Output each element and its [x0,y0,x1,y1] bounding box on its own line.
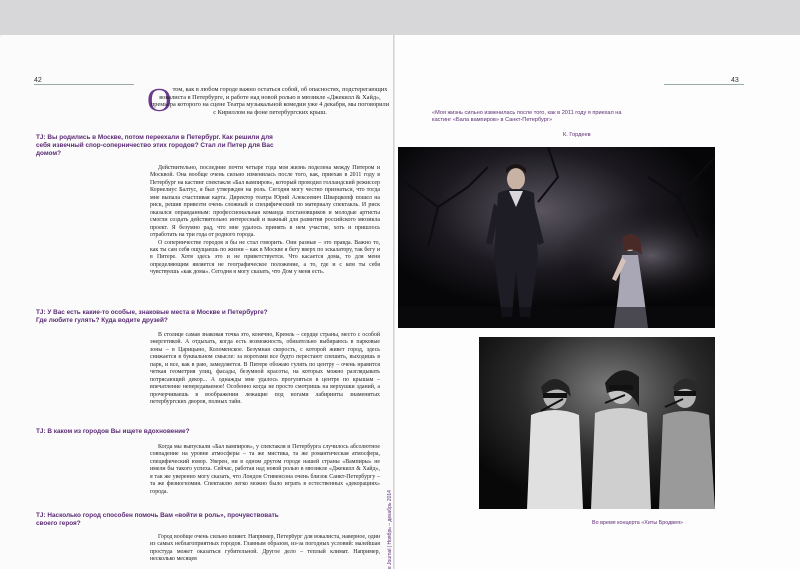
concert-photo-caption: Во время концерта «Хиты Бродвея» [592,520,684,526]
right-page-number: 43 [731,77,739,84]
answer-3 [150,444,380,496]
question-4: ТJ: Насколько город способен помочь Вам «войти в роль», прочувствовать своего героя? [36,512,279,528]
intro-paragraph: том, как в любом городе важно остаться собой, об опасностях, подстерегающих вокалиста в Петербурге, и работе над новой ролью в мюзикле «Джекилл & Хайд», премьера которого на сцене Театра музыкальной комедии уже 4 декабря, мы поговорили с Кириллом на фоне петербургских крыш. [150,86,390,116]
answer-2 [150,332,380,407]
answer-1-paragraph-2: О соперничестве городов я бы не стал говорить. Они разные – это правда. Важно то, как ты сам себя ощущаешь по жизни – как в Москве я бегу вверх по эскалатору, так бегу и в Питере. Хотя здесь это и не приветствуется. Что касается дома, то для меня определяющим является не географическое положение, а то, где и с кем ты себя чувствуешь «как дома». Сегодня я могу сказать, что Дом у меня есть. [150,239,380,276]
issue-sidebar [387,470,395,569]
pull-quote: «Моя жизнь сильно изменилась после того, как в 2011 году я приехал на кастинг «Бала вампиров» в Санкт-Петербург» [432,110,622,123]
left-page-number: 42 [34,77,42,84]
right-header-rule [664,84,744,85]
answer-4-paragraph-1: Город вообще очень сильно влияет. Например, Петербург для вокалиста, наверное, один из самых неблагоприятных городов. Главным образом, из-за погодных условий: малейшая простуда может оказаться губительной. Другое дело – теплый климат. Например, несколько месяцев [150,534,380,563]
answer-3-paragraph-1: Когда мы выпускали «Бал вампиров», у спектакля и Петербурга случилось абсолютное совпадение на уровне атмосферы – та же мистика, та же романтическая атмосфера, специфический юмор. Уверен, ни в одном другом городе нашей страны «Вампиры» не имели бы такого успеха. Сейчас, работая над новой ролью в мюзикле «Джекилл & Хайд», я так же уверенно могу сказать, что Лондон Стивенсона очень близок Санкт-Петербургу – та же физиогномия. Спектаклю легко можно было играть в естественных «декорациях» города. [150,444,380,495]
answer-2-paragraph-1: В столице самая знаковая точка это, конечно, Кремль – сердце страны, место с особой энергетикой. А отдыхать, когда есть возможность, обязательно выбираюсь в парковые зоны – в Царицыно, Коломенское. Безумная скорость, с которой живет город, здесь снижается в буквальном смысле: за воротами все будто перестают спешить, выходишь в парк, и все, как в раю, замедляется. В Питере обожаю гулять по центру – очень нравится четкая геометрия улиц, фасады, безумной красоты, на которых можно разглядывать потрясающий декор... А однажды мне удалось прогуляться в центре по крышам – впечатление непередаваемое! Особенно когда не просто смотришь на верхушки зданий, а прочерчиваешь в воображении лежащие под ногами лабиринты знаменитых петербургских дворов, полных тайн. [150,332,380,406]
answer-1-paragraph-1: Действительно, последние почти четыре года моя жизнь поделена между Питером и Москвой. Она вообще очень сильно изменилась после того, как, приехав в 2011 году в Петербург на кастинг спектакля «Бал вампиров», который проводил голландский режиссер Корнелиус Балтус, я был утвержден на роль. Сегодня могу честно признаться, что тогда мне выпала счастливая карта. Директор театра Юрий Алексеевич Шварцкопф пошел на риск, решив привезти очень сложный и специфический по материалу спектакль. И риск оказался оправданным: профессиональная команда постановщиков и молодые артисты смогли создать действительно интересный и важный для развития российского мюзикла проект. Я безумно рад, что мне удалось принять в нем участие, хоть и пришлось отработать на три года от родного города. [150,165,380,239]
question-2: ТJ: У Вас есть какие-то особые, знаковые места в Москве и Петербурге? Где любите гулять? Куда водите друзей? [36,309,268,325]
issue-sidebar-text: в Journal | Ноябрь – декабрь 2014 [387,490,393,569]
answer-1 [150,165,380,277]
answer-4 [150,534,380,569]
drop-cap: О [147,82,172,119]
question-3: ТJ: В каком из городов Вы ищете вдохновение? [36,428,190,435]
pull-quote-author: К. Гордеев [563,132,591,138]
concert-photo [479,337,715,509]
stage-photo [398,147,715,328]
question-1: ТJ: Вы родились в Москве, потом переехали в Петербург. Как решили для себя извечный спор-соперничество этих городов? Стал ли Питер для Вас домом? [36,134,274,158]
left-header-rule [34,84,134,85]
